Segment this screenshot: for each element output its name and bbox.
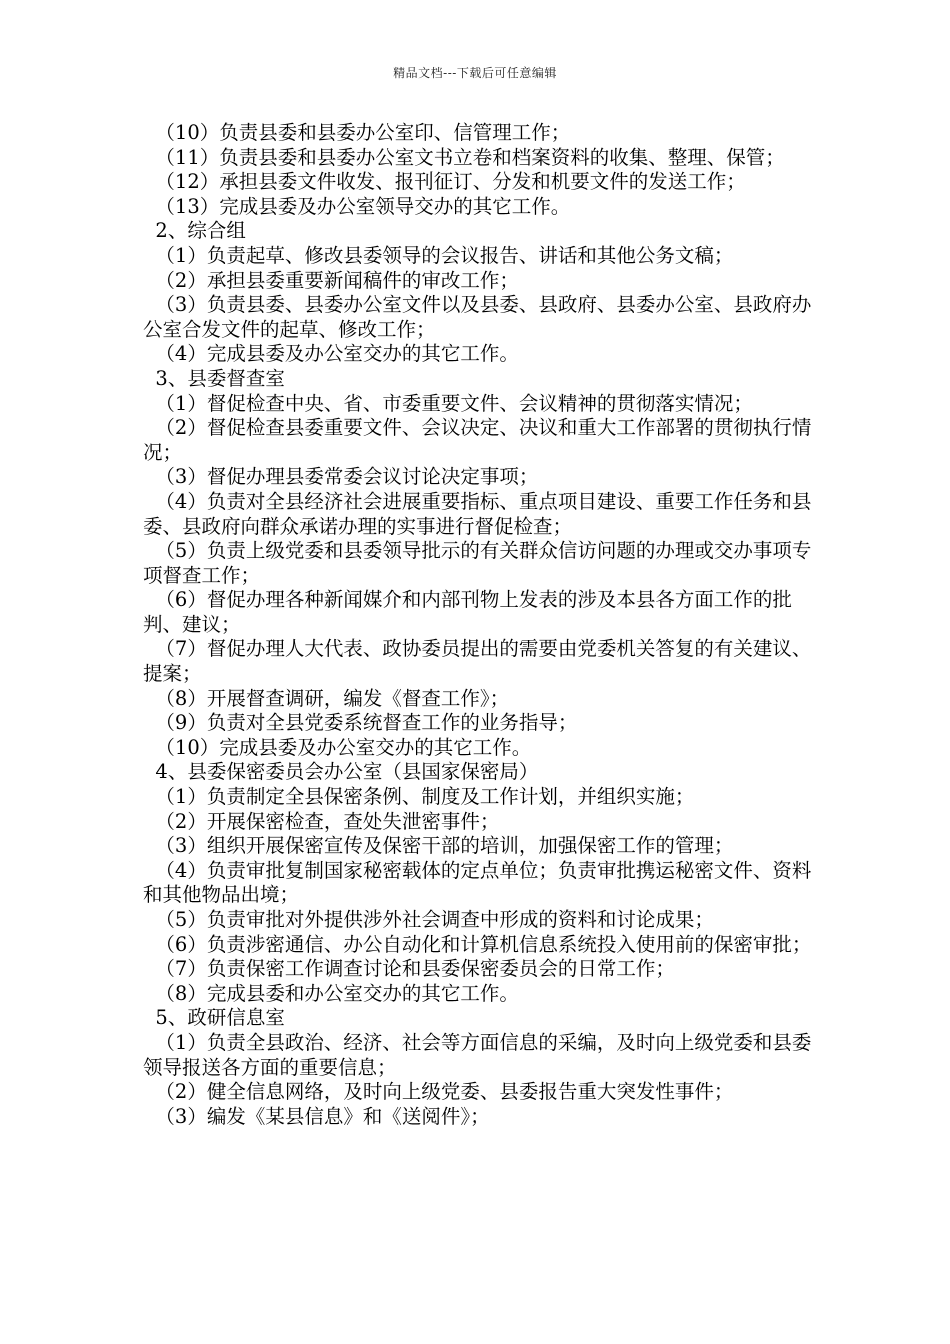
paragraph: （4）负责对全县经济社会进展重要指标、重点项目建设、重要工作任务和县委、县政府向群众承诺办理的实事进行督促检查；	[143, 489, 812, 538]
section-heading: 5、政研信息室	[143, 1006, 285, 1030]
paragraph: （6）负责涉密通信、办公自动化和计算机信息系统投入使用前的保密审批；	[143, 932, 812, 956]
paragraph: （1）负责制定全县保密条例、制度及工作计划，并组织实施；	[143, 785, 695, 809]
paragraph: （2）开展保密检查，查处失泄密事件；	[143, 809, 500, 833]
section-heading: 3、县委督查室	[143, 366, 285, 390]
paragraph: （3）督促办理县委常委会议讨论决定事项；	[143, 465, 539, 489]
paragraph: （10）完成县委及办公室交办的其它工作。	[143, 735, 532, 759]
paragraph: （1）负责全县政治、经济、社会等方面信息的采编，及时向上级党委和县委领导报送各方面的重要信息；	[143, 1030, 812, 1079]
paragraph: （4）负责审批复制国家秘密载体的定点单位；负责审批携运秘密文件、资料和其他物品出境；	[143, 858, 812, 907]
paragraph: （2）承担县委重要新闻稿件的审改工作；	[143, 268, 519, 292]
paragraph: （1）负责起草、修改县委领导的会议报告、讲话和其他公务文稿；	[143, 243, 734, 267]
paragraph: （1）督促检查中央、省、市委重要文件、会议精神的贯彻落实情况；	[143, 391, 753, 415]
paragraph: （8）完成县委和办公室交办的其它工作。	[143, 981, 519, 1005]
paragraph: （7）督促办理人大代表、政协委员提出的需要由党委机关答复的有关建议、提案；	[143, 637, 812, 686]
page-header: 精品文档---下载后可任意编辑	[393, 66, 557, 80]
paragraph: （5）负责上级党委和县委领导批示的有关群众信访问题的办理或交办事项专项督查工作；	[143, 539, 812, 587]
paragraph: （13）完成县委及办公室领导交办的其它工作。	[143, 194, 571, 218]
paragraph: （9）负责对全县党委系统督查工作的业务指导；	[143, 711, 578, 735]
paragraph: （3）负责县委、县委办公室文件以及县委、县政府、县委办公室、县政府办公室合发文件的起草、修改工作；	[143, 293, 812, 341]
section-heading: 2、综合组	[143, 219, 246, 243]
document-body	[143, 121, 823, 1129]
paragraph: （5）负责审批对外提供涉外社会调查中形成的资料和讨论成果；	[143, 908, 714, 931]
paragraph: （11）负责县委和县委办公室文书立卷和档案资料的收集、整理、保管；	[143, 145, 785, 169]
paragraph: （3）组织开展保密宣传及保密干部的培训，加强保密工作的管理；	[143, 834, 734, 858]
paragraph: （12）承担县委文件收发、报刊征订、分发和机要文件的发送工作；	[143, 170, 746, 194]
paragraph: （2）健全信息网络，及时向上级党委、县委报告重大突发性事件；	[143, 1080, 734, 1104]
paragraph: （4）完成县委及办公室交办的其它工作。	[143, 342, 519, 366]
paragraph: （3）编发《某县信息》和《送阅件》；	[143, 1104, 490, 1128]
paragraph: （10）负责县委和县委办公室印、信管理工作；	[143, 121, 571, 144]
paragraph: （6）督促办理各种新闻媒介和内部刊物上发表的涉及本县各方面工作的批判、建议；	[143, 588, 792, 636]
section-heading: 4、县委保密委员会办公室（县国家保密局）	[143, 760, 539, 784]
paragraph: （2）督促检查县委重要文件、会议决定、决议和重大工作部署的贯彻执行情况；	[143, 416, 812, 464]
paragraph: （8）开展督查调研，编发《督查工作》；	[143, 686, 510, 710]
paragraph: （7）负责保密工作调查讨论和县委保密委员会的日常工作；	[143, 957, 675, 981]
